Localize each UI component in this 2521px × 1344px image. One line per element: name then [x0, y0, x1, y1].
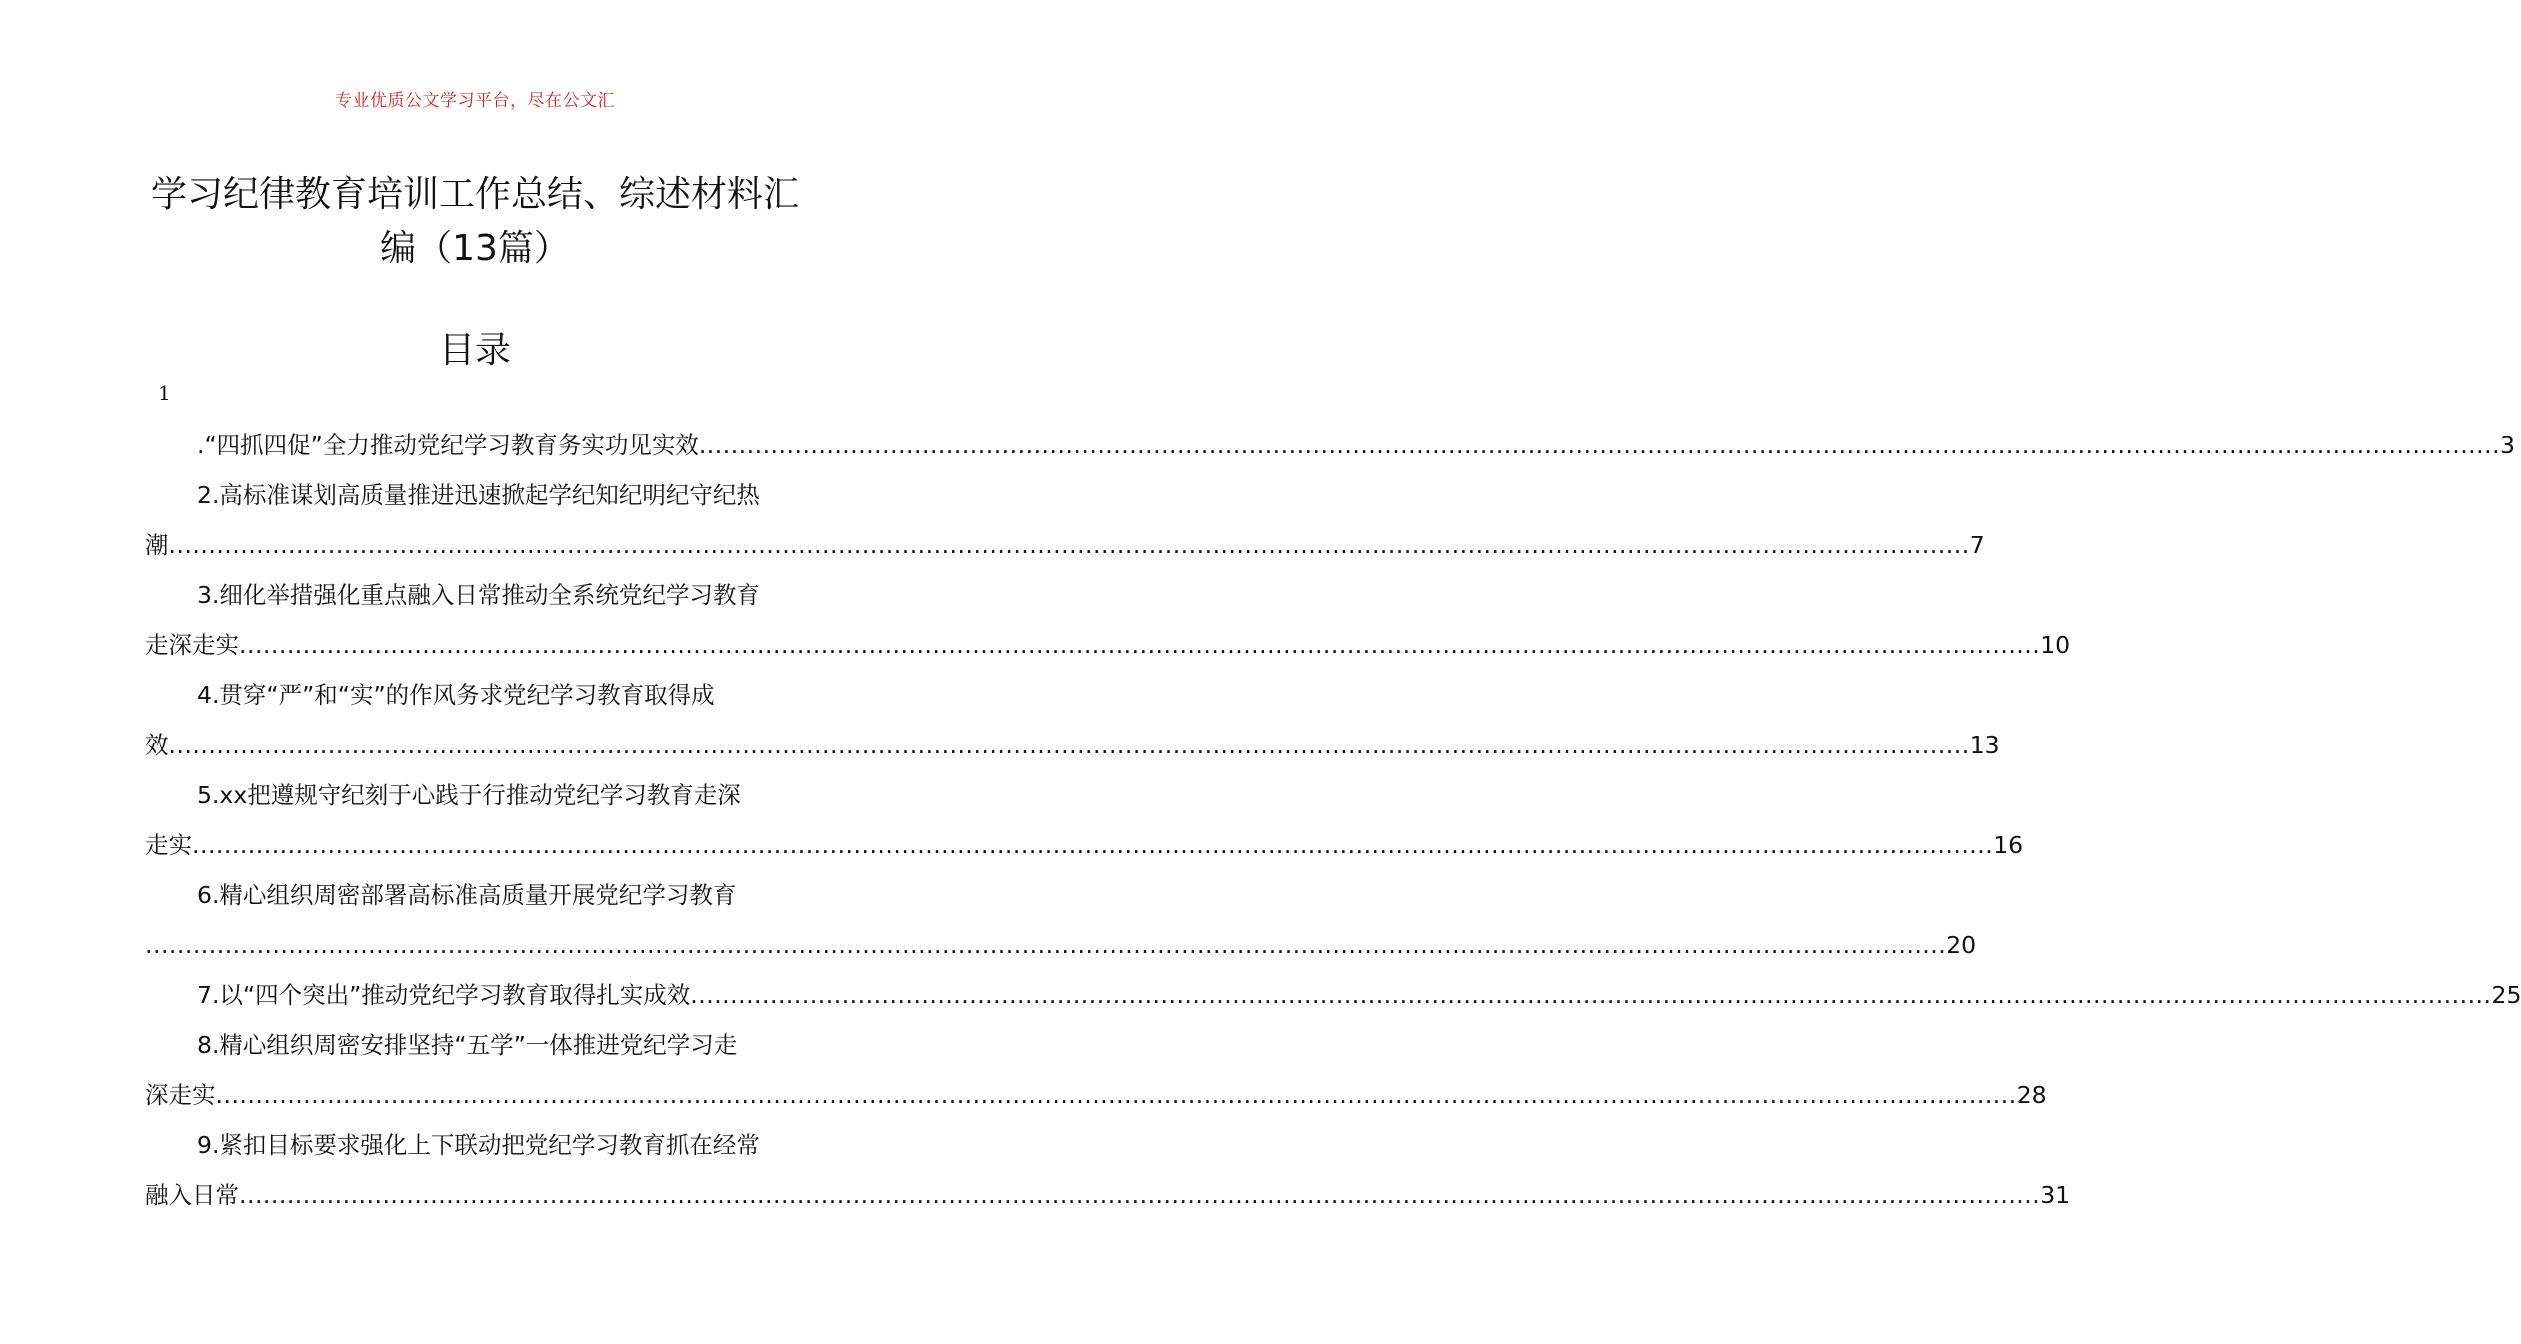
toc-entry-page: 28 [2016, 1081, 2047, 1109]
header-tagline: 专业优质公文学习平台，尽在公文汇 [335, 91, 615, 111]
toc-entry-continuation [145, 1170, 2071, 1220]
toc-entry[interactable] [145, 670, 2000, 770]
table-of-contents [145, 420, 2521, 1220]
toc-entry-title: 7.以“四个突出”推动党纪学习教育取得扎实成效 [197, 981, 691, 1009]
toc-entry-continuation [145, 1070, 2047, 1120]
toc-entry-title: 5.xx把遵规守纪刻于心践于行推动党纪学习教育走深 [197, 781, 741, 809]
toc-entry-continuation [145, 520, 1985, 570]
toc-entry-title-cont: 走实 [145, 831, 192, 859]
toc-leader [690, 970, 2491, 1020]
toc-leader [169, 520, 1970, 570]
toc-entry-continuation [145, 720, 2000, 770]
toc-entry-title-cont: 效 [145, 731, 169, 759]
toc-entry[interactable] [145, 570, 2071, 670]
toc-entry-title-cont: 潮 [145, 531, 169, 559]
toc-leader [699, 420, 2500, 470]
toc-entry-continuation [145, 920, 1977, 970]
toc-entry-title-cont: 深走实 [145, 1081, 216, 1109]
toc-entry[interactable] [145, 970, 2521, 1020]
toc-entry-page: 20 [1946, 931, 1977, 959]
toc-entry[interactable] [145, 870, 1977, 970]
toc-leader [239, 1170, 2040, 1220]
toc-entry-title-cont: 走深走实 [145, 631, 239, 659]
stray-number: 1 [158, 381, 171, 405]
toc-entry-page: 7 [1969, 531, 1985, 559]
toc-entry-page: 16 [1993, 831, 2024, 859]
toc-entry-continuation [145, 620, 2071, 670]
toc-entry-title: 9.紧扣目标要求强化上下联动把党纪学习教育抓在经常 [197, 1131, 760, 1159]
toc-entry[interactable] [145, 470, 1985, 570]
toc-entry-page: 13 [1969, 731, 2000, 759]
toc-entry-page: 3 [2500, 431, 2515, 459]
toc-entry-title: .“四抓四促”全力推动党纪学习教育务实功见实效 [197, 431, 699, 459]
toc-heading: 目录 [438, 330, 511, 371]
toc-entry-page: 25 [2491, 981, 2521, 1009]
toc-entry[interactable] [145, 420, 2515, 470]
toc-entry-title: 8.精心组织周密安排坚持“五学”一体推进党纪学习走 [197, 1031, 738, 1059]
toc-entry-title: 6.精心组织周密部署高标准高质量开展党纪学习教育 [197, 881, 737, 909]
toc-leader [216, 1070, 2017, 1120]
toc-entry-page: 10 [2040, 631, 2071, 659]
toc-entry[interactable] [145, 770, 2024, 870]
toc-entry[interactable] [145, 1120, 2071, 1220]
toc-entry-title: 3.细化举措强化重点融入日常推动全系统党纪学习教育 [197, 581, 760, 609]
toc-leader [239, 620, 2040, 670]
toc-leader [145, 920, 1946, 970]
document-title: 学习纪律教育培训工作总结、综述材料汇编（13篇） [150, 174, 799, 269]
toc-entry-continuation [145, 820, 2024, 870]
toc-entry[interactable] [145, 1020, 2047, 1120]
toc-entry-page: 31 [2040, 1181, 2071, 1209]
toc-entry-title: 2.高标准谋划高质量推进迅速掀起学纪知纪明纪守纪热 [197, 481, 760, 509]
toc-entry-title: 4.贯穿“严”和“实”的作风务求党纪学习教育取得成 [197, 681, 715, 709]
toc-entry-title-cont: 融入日常 [145, 1181, 239, 1209]
toc-leader [192, 820, 1993, 870]
toc-leader [169, 720, 1970, 770]
